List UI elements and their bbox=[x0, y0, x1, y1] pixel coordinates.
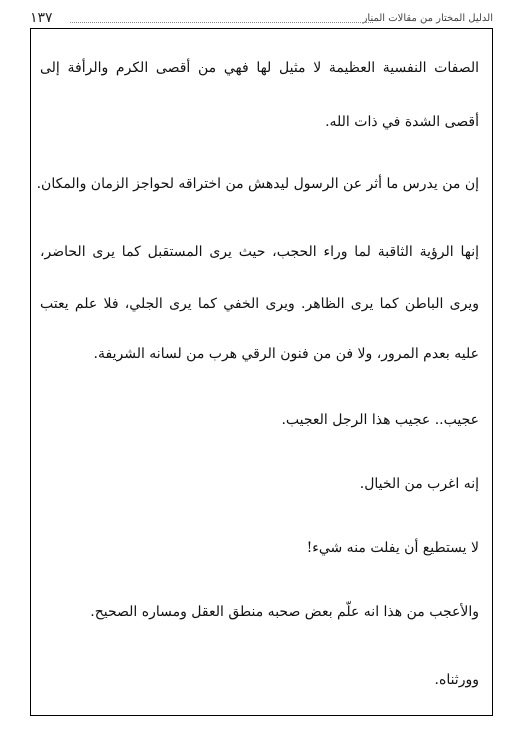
paragraph-line-8: إنه اغرب من الخيال. bbox=[359, 476, 479, 492]
paragraph-line-1: الصفات النفسية العظيمة لا مثيل لها فهي من أقصى الكرم والرأفة إلى bbox=[40, 60, 479, 76]
paragraph-line-11: وورثناه. bbox=[434, 672, 479, 688]
paragraph-line-5: ويرى الباطن كما يرى الظاهر. ويرى الخفي كما يرى الجلي، فلا علم يعتب bbox=[40, 296, 479, 312]
paragraph-line-2: أقصى الشدة في ذات الله. bbox=[325, 114, 479, 130]
paragraph-line-10: والأعجب من هذا انه علّم بعض صحبه منطق العقل ومساره الصحيح. bbox=[90, 604, 479, 620]
paragraph-line-7: عجيب.. عجيب هذا الرجل العجيب. bbox=[281, 412, 479, 428]
paragraph-line-4: إنها الرؤية الثاقبة لما وراء الحجب، حيث يرى المستقبل كما يرى الحاضر، bbox=[40, 244, 479, 260]
page-number: ١٣٧ bbox=[30, 10, 53, 26]
paragraph-line-6: عليه بعدم المرور، ولا فن من فنون الرقي هرب من لسانه الشريفة. bbox=[93, 346, 479, 362]
running-header-title: الدليل المختار من مقالات المنار bbox=[362, 13, 493, 24]
paragraph-line-3: إن من يدرس ما أثر عن الرسول ليدهش من اختراقه لحواجز الزمان والمكان. bbox=[36, 176, 479, 192]
paragraph-line-9: لا يستطيع أن يفلت منه شيء! bbox=[306, 540, 479, 556]
running-header bbox=[30, 10, 493, 30]
header-dotted-rule bbox=[70, 22, 373, 23]
